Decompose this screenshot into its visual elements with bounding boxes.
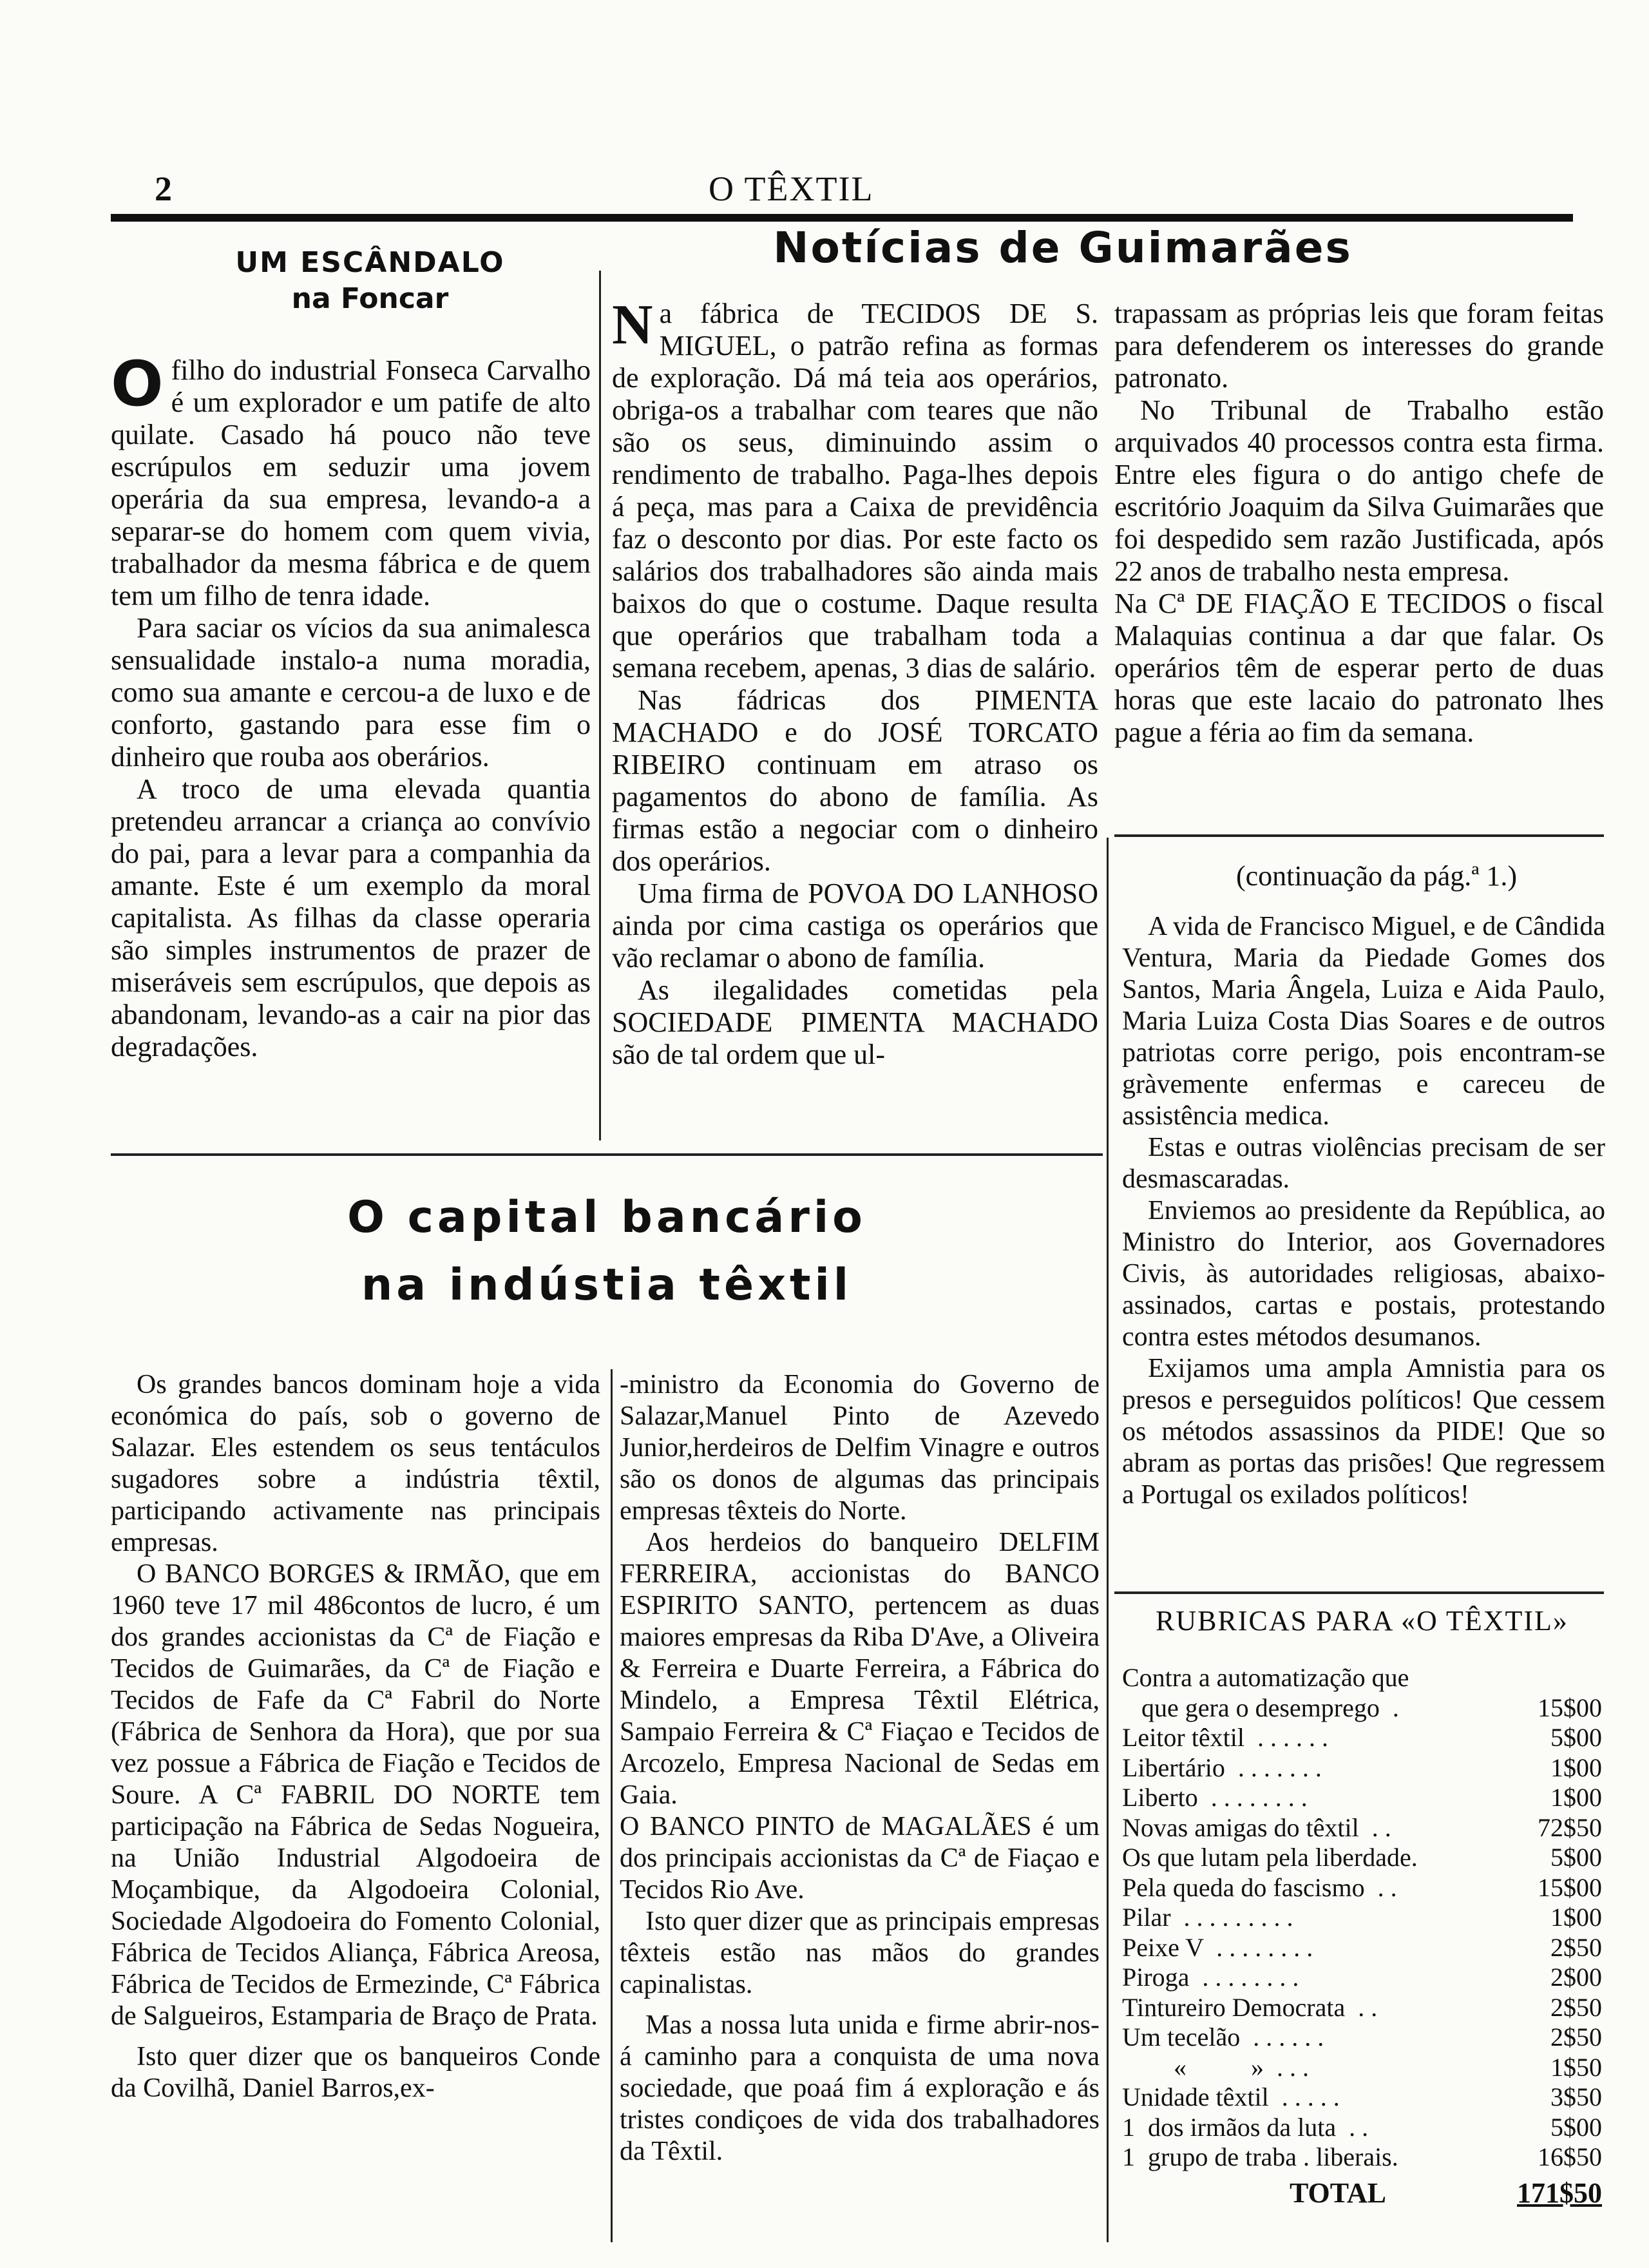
escandalo-subtitle: na Foncar [291,282,449,315]
rubricas-label: « » . . . [1122,2052,1309,2082]
column-rule [599,271,601,1140]
escandalo-paragraph: A troco de uma elevada quantia pretendeu arrancar a criança ao convívio do pai, para a levar para a companhia da amante. Este é um exemplo da moral capitalista. As filhas da classe operaria são simples instrumentos de prazer de miseráveis sem escrúpulos, que depois as abandonam, levando-as a cair na pior das degradações. [111,773,591,1062]
rubricas-row [1122,1843,1602,1873]
column-rule [611,1369,613,2242]
column-rule [1107,838,1109,2242]
capital-column-1 [111,1369,600,2104]
escandalo-article [111,245,591,1063]
rubricas-amount: 2$50 [1550,2023,1602,2052]
continuacao-article [1122,857,1605,1511]
rubricas-row [1122,2082,1602,2113]
rubricas-label: Liberto . . . . . . . . [1122,1783,1308,1812]
capital-title: O capital bancário [347,1192,866,1243]
rubricas-amount: 2$50 [1550,1932,1602,1962]
rubricas-label: 1 grupo de traba . liberais. [1122,2142,1398,2171]
capital-paragraph: Isto quer dizer que os banqueiros Conde da Covilhã, Daniel Barros,ex- [111,2042,600,2103]
rubricas-row [1122,1933,1602,1963]
rubricas-label: 1 dos irmãos da luta . . [1122,2112,1369,2142]
rubricas-row [1122,2023,1602,2053]
capital-paragraph: O BANCO PINTO de MAGALÃES é um dos principais accionistas da Cª de Fiaçao e Tecidos Rio Ave. [620,1812,1100,1905]
section-rule [1114,834,1604,837]
rubricas-title: RUBRICAS PARA «O TÊXTIL» [1156,1605,1568,1637]
rubricas-amount: 5$00 [1550,2112,1602,2142]
rubricas-label: Os que lutam pela liberdade. [1122,1843,1418,1872]
guimaraes-title: Notícias de Guimarães [773,223,1353,273]
rubricas-amount: 5$00 [1550,1843,1602,1872]
rubricas-label: Tintureiro Democrata . . [1122,1992,1378,2022]
continuacao-paragraph: Estas e outras violências precisam de ser desmascaradas. [1122,1133,1605,1194]
guimaraes-paragraph: As ilegalidades cometidas pela SOCIEDADE PIMENTA MACHADO são de tal ordem que ul- [612,974,1098,1070]
rubricas-list [1122,1663,1602,2173]
guimaraes-column-2 [1114,298,1604,749]
rubricas-row [1122,1723,1602,1753]
capital-paragraph: -ministro da Economia do Governo de Salazar,Manuel Pinto de Azevedo Junior,herdeiros de Delfim Vinagre e outros são os donos de algumas das principais empresas têxteis do Norte. [620,1370,1100,1526]
rubricas-label: Piroga . . . . . . . . [1122,1963,1299,1992]
rubricas-row [1122,1783,1602,1813]
rubricas-row [1122,2142,1602,2173]
rubricas-row [1122,2053,1602,2083]
escandalo-title: UM ESCÂNDALO [235,246,505,279]
capital-paragraph: Isto quer dizer que as principais empresas têxteis estão nas mãos do grandes capinalistas. [620,1907,1100,1999]
rubricas-label: Contra a automatização que [1122,1663,1409,1692]
capital-subtitle: na indústia têxtil [361,1260,853,1311]
rubricas-total-amount: 171$50 [1517,2177,1602,2209]
guimaraes-paragraph: No Tribunal de Trabalho estão arquivados 40 processos contra esta firma. Entre eles figura o do antigo chefe de escritório Joaquim da Silva Guimarães que foi despedido sem razão Justificada, após 22 anos de trabalho nesta empresa. [1114,394,1604,587]
page-number: 2 [155,169,172,208]
guimaraes-paragraph: Nas fádricas dos PIMENTA MACHADO e do JOSÉ TORCATO RIBEIRO continuam em atraso os pagamentos do abono de família. As firmas estão a negociar com o dinheiro dos operários. [612,684,1098,877]
rubricas-amount: 2$50 [1550,1992,1602,2022]
guimaraes-dropcap: N [612,294,653,356]
masthead: O TÊXTIL [709,169,874,208]
rubricas-label: Libertário . . . . . . . [1122,1753,1322,1782]
rubricas-label: que gera o desemprego . [1122,1693,1399,1722]
rubricas-amount: 3$50 [1550,2082,1602,2111]
rubricas-label: Novas amigas do têxtil . . [1122,1812,1391,1842]
rubricas-amount: 15$00 [1538,1693,1602,1722]
capital-paragraph: Os grandes bancos dominam hoje a vida económica do país, sob o governo de Salazar. Eles estendem os seus tentáculos sugadores sobre a indústria têxtil, participando activamente nas principais empresas. [111,1370,600,1557]
guimaraes-paragraph: Na fábrica de TECIDOS DE S. MIGUEL, o patrão refina as formas de exploração. Dá má teia aos operários, obriga-os a trabalhar com teares que não são os seus, diminuindo assim o rendimento de trabalho. Paga-lhes depois á peça, mas para a Caixa de previdência faz o desconto por dias. Por este facto os salários dos trabalhadores são ainda mais baixos do que o costume. Daque resulta que operários que trabalham toda a semana recebem, apenas, 3 dias de salário. [612,294,1098,684]
rubricas-amount: 16$50 [1538,2142,1602,2171]
escandalo-paragraph: Ofilho do industrial Fonseca Carvalho é um explorador e um patife de alto quilate. Casado há pouco não teve escrúpulos em seduzir uma jovem operária da sua empresa, levando-a a separar-se do homem com quem vivia, trabalhador da mesma fábrica e de quem tem um filho de tenra idade. [111,348,591,611]
section-rule [111,1153,1103,1156]
capital-paragraph: Mas a nossa luta unida e firme abrir-nos-á caminho para a conquista de uma nova sociedade, que poaá fim á exploração e ás tristes condiçoes de vida dos trabalhadores da Têxtil. [620,2010,1100,2166]
rubricas-row [1122,1993,1602,2023]
rubricas-amount: 1$00 [1550,1903,1602,1932]
rubricas-amount: 1$50 [1550,2052,1602,2082]
continuacao-title: (continuação da pág.ª 1.) [1235,860,1518,892]
escandalo-paragraph: Para saciar os vícios da sua animalesca sensualidade instalo-a numa moradia, como sua amante e cercou-a de luxo e de conforto, gastando para esse fim o dinheiro que rouba aos oberários. [111,612,591,773]
continuacao-paragraph: A vida de Francisco Miguel, e de Cândida Ventura, Maria da Piedade Gomes dos Santos, Maria Ângela, Luiza e Aida Paulo, Maria Luiza Costa Dias Soares e de outros patriotas corre perigo, pois encontram-se gràvemente enfermas e careceu de assistência medica. [1122,912,1605,1131]
escandalo-dropcap: O [111,348,164,420]
rubricas-total-row [1122,2175,1602,2211]
rubricas-total-label: TOTAL [1290,2177,1386,2209]
continuacao-paragraph: Exijamos uma ampla Amnistia para os presos e perseguidos políticos! Que cessem os métodos assassinos da PIDE! Que so abram as portas das prisões! Que regressem a Portugal os exilados políticos! [1122,1354,1605,1510]
guimaraes-paragraph: Na Cª DE FIAÇÃO E TECIDOS o fiscal Malaquias continua a dar que falar. Os operários têm de esperar perto de duas horas que este lacaio do patronato lhes pague a féria ao fim da semana. [1114,588,1604,748]
rubricas-row [1122,1873,1602,1903]
rubricas-label: Um tecelão . . . . . . [1122,2023,1324,2052]
rubricas-amount: 1$00 [1550,1783,1602,1812]
rubricas-amount: 2$00 [1550,1963,1602,1992]
rubricas-row [1122,1753,1602,1783]
guimaraes-paragraph: trapassam as próprias leis que foram feitas para defenderem os interesses do grande patronato. [1114,298,1604,394]
rubricas-row [1122,1663,1602,1693]
rubricas-label: Peixe V . . . . . . . . [1122,1932,1313,1962]
rubricas-label: Pilar . . . . . . . . . [1122,1903,1293,1932]
rubricas-amount: 5$00 [1550,1723,1602,1752]
rubricas-row [1122,1963,1602,1993]
guimaraes-column-1 [612,294,1098,1071]
rubricas-box [1122,1604,1602,2211]
rubricas-row [1122,1813,1602,1843]
rubricas-label: Pela queda do fascismo . . [1122,1872,1397,1902]
capital-paragraph: O BANCO BORGES & IRMÃO, que em 1960 teve 17 mil 486contos de lucro, é um dos grandes accionistas da Cª de Fiação e Tecidos de Guimarães, da Cª de Fiação e Tecidos de Fafe da Cª Fabril do Norte (Fábrica de Senhora da Hora), que por sua vez possue a Fábrica de Fiação e Tecidos de Soure. A Cª FABRIL DO NORTE tem participação na Fábrica de Sedas Nogueira, na União Industrial Algodoeira de Moçambique, da Algodoeira Colonial, Sociedade Algodoeira do Fomento Colonial, Fábrica de Tecidos Aliança, Fábrica Areosa, Fábrica de Tecidos de Ermezinde, Cª Fábrica de Salgueiros, Estamparia de Braço de Prata. [111,1559,600,2031]
rubricas-amount [1499,1663,1602,1693]
rubricas-amount: 72$50 [1538,1812,1602,1842]
rubricas-row [1122,1903,1602,1933]
capital-column-2 [620,1369,1100,2167]
continuacao-paragraph: Enviemos ao presidente da República, ao Ministro do Interior, aos Governadores Civis, às autoridades religiosas, abaixo-assinados, cartas e postais, protestando contra estes métodos desumanos. [1122,1196,1605,1352]
rubricas-label: Unidade têxtil . . . . . [1122,2082,1340,2111]
guimaraes-paragraph: Uma firma de POVOA DO LANHOSO ainda por cima castiga os operários que vão reclamar o abono de família. [612,878,1098,974]
rubricas-amount: 15$00 [1538,1872,1602,1902]
rubricas-row [1122,1693,1602,1724]
capital-paragraph: Aos herdeios do banqueiro DELFIM FERREIRA, accionistas do BANCO ESPIRITO SANTO, pertencem as duas maiores empresas da Riba D'Ave, a Oliveira & Ferreira e Duarte Ferreira, a Fábrica do Mindelo, a Empresa Têxtil Elétrica, Sampaio Ferreira & Cª Fiaçao e Tecidos de Arcozelo, Empresa Nacional de Sedas em Gaia. [620,1528,1100,1810]
rubricas-row [1122,2113,1602,2143]
section-rule [1114,1591,1604,1594]
rubricas-amount: 1$00 [1550,1753,1602,1782]
rubricas-label: Leitor têxtil . . . . . . [1122,1723,1328,1752]
